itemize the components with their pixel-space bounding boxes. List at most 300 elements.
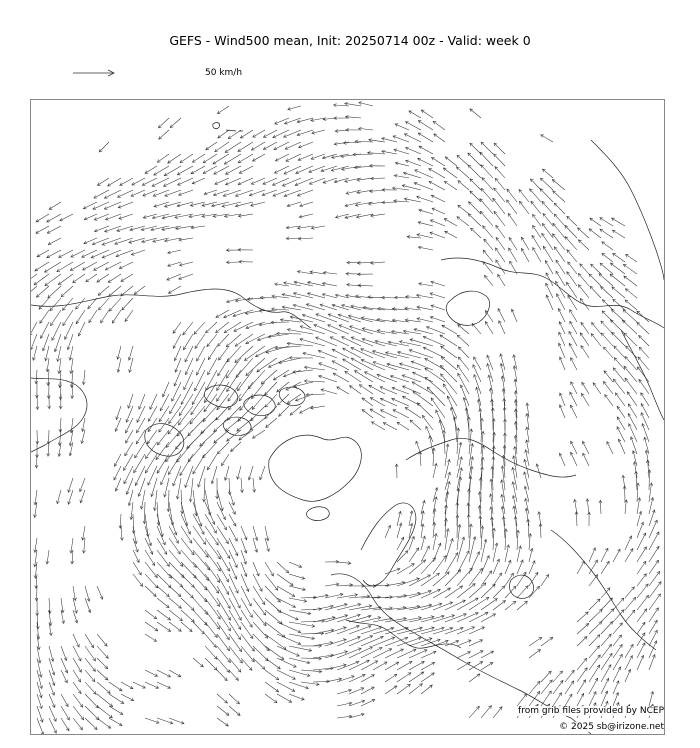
wind-vector-arrow xyxy=(287,343,313,346)
wind-vector-arrow xyxy=(355,371,374,382)
wind-vector-arrow xyxy=(625,587,634,598)
wind-vector-arrow xyxy=(303,353,325,358)
wind-vector-arrow xyxy=(157,154,169,162)
wind-vector-arrow xyxy=(170,118,181,128)
wind-vector-arrow xyxy=(168,490,169,512)
wind-vector-arrow xyxy=(332,361,349,370)
wind-vector-arrow xyxy=(205,502,215,524)
coastline-scandinavia xyxy=(361,503,416,586)
wind-vector-arrow xyxy=(533,214,541,226)
wind-vector-arrow xyxy=(245,310,265,314)
wind-vector-arrow xyxy=(289,610,311,614)
wind-vector-arrow xyxy=(397,661,412,670)
wind-vector-arrow xyxy=(85,718,97,730)
wind-vector-arrow xyxy=(517,601,527,610)
wind-vector-arrow xyxy=(613,693,618,707)
wind-vector-arrow xyxy=(162,214,181,218)
wind-vector-arrow xyxy=(649,594,661,610)
wind-vector-arrow xyxy=(444,181,457,190)
wind-vector-arrow xyxy=(227,346,241,362)
wind-vector-arrow xyxy=(445,444,448,466)
wind-vector-arrow xyxy=(607,442,613,454)
wind-vector-arrow xyxy=(76,298,85,309)
wind-vector-arrow xyxy=(602,300,613,310)
wind-vector-arrowhead xyxy=(394,686,397,689)
wind-vector-arrow xyxy=(433,602,453,610)
wind-vector-arrow xyxy=(482,178,493,190)
wind-vector-arrow xyxy=(43,334,49,351)
wind-vector-arrowhead xyxy=(656,546,659,549)
wind-vector-arrow xyxy=(203,442,218,458)
wind-vector-arrow xyxy=(94,190,109,198)
wind-vector-arrow xyxy=(109,718,122,726)
wind-vector-arrow xyxy=(445,600,465,610)
wind-vector-arrow xyxy=(349,616,371,622)
wind-vector-arrow xyxy=(301,682,319,685)
wind-vector-arrow xyxy=(589,678,598,694)
wind-vector-arrow xyxy=(121,694,134,701)
wind-vector-arrowhead xyxy=(617,406,620,409)
wind-vector-arrow xyxy=(217,562,229,582)
wind-vector-arrow xyxy=(583,453,589,466)
wind-vector-field xyxy=(31,102,661,734)
wind-vector-arrow xyxy=(610,274,625,286)
wind-vector-arrow xyxy=(191,166,205,174)
wind-vector-arrow xyxy=(553,191,565,202)
wind-vector-arrow xyxy=(134,286,145,294)
wind-vector-arrow xyxy=(328,325,349,334)
wind-vector-arrow xyxy=(150,394,157,409)
wind-vector-arrow xyxy=(337,703,352,706)
wind-vector-arrow xyxy=(368,153,385,154)
wind-vector-arrow xyxy=(385,525,390,538)
wind-vector-arrow xyxy=(533,248,541,263)
wind-vector-arrowhead xyxy=(416,548,419,551)
wind-vector-arrow xyxy=(337,648,361,658)
wind-vector-arrow xyxy=(520,201,530,214)
wind-vector-arrow xyxy=(108,178,121,186)
wind-vector-arrow xyxy=(97,634,107,646)
wind-vector-arrow xyxy=(542,201,553,214)
wind-vector-arrow xyxy=(302,315,325,322)
wind-vector-arrow xyxy=(481,418,482,442)
wind-vector-arrow xyxy=(85,682,96,694)
wind-vector-arrow xyxy=(119,214,133,219)
wind-vector-arrow xyxy=(637,595,649,610)
wind-vector-arrow xyxy=(207,334,217,347)
wind-vector-arrowhead xyxy=(443,384,446,387)
wind-vector-arrow xyxy=(629,424,637,442)
wind-vector-arrow xyxy=(517,572,526,586)
wind-vector-arrow xyxy=(241,586,251,606)
wind-vector-arrow xyxy=(560,405,565,418)
coastline-small-isle-1 xyxy=(213,123,220,129)
wind-vector-arrowhead xyxy=(153,639,156,642)
wind-vector-arrow xyxy=(229,598,241,620)
wind-vector-arrowhead xyxy=(496,238,499,241)
wind-vector-arrow xyxy=(637,622,645,634)
wind-vector-arrow xyxy=(601,644,612,658)
wind-vector-arrow xyxy=(589,560,598,574)
wind-vector-arrowhead xyxy=(159,418,162,421)
wind-vector-arrow xyxy=(97,658,108,669)
wind-vector-arrow xyxy=(626,254,637,262)
wind-vector-arrow xyxy=(229,670,239,680)
wind-vector-arrow xyxy=(509,248,517,262)
wind-vector-arrow xyxy=(157,502,159,525)
wind-vector-arrow xyxy=(229,694,240,704)
wind-vector-arrow xyxy=(73,706,84,720)
wind-vector-arrowhead xyxy=(245,358,248,361)
wind-vector-arrow xyxy=(603,381,613,394)
wind-vector-arrow xyxy=(127,478,134,494)
wind-vector-arrow xyxy=(445,614,466,622)
wind-vector-arrow xyxy=(190,478,193,502)
wind-vector-arrow xyxy=(121,526,122,540)
wind-vector-arrow xyxy=(637,311,649,322)
wind-vector-arrowhead xyxy=(619,645,622,648)
wind-vector-arrow xyxy=(217,106,229,114)
wind-vector-arrowhead xyxy=(63,322,66,325)
wind-vector-arrow xyxy=(169,622,181,631)
wind-vector-arrow xyxy=(265,526,268,541)
wind-vector-arrow xyxy=(529,691,540,706)
wind-vector-arrow xyxy=(485,275,494,286)
wind-vector-arrow xyxy=(216,406,229,420)
wind-vector-arrow xyxy=(203,406,217,422)
wind-vector-arrow xyxy=(304,381,325,382)
wind-vector-arrowhead xyxy=(421,110,424,113)
wind-vector-arrow xyxy=(481,165,493,178)
wind-vector-arrow xyxy=(109,682,122,691)
wind-vector-arrow xyxy=(433,534,436,550)
wind-vector-arrowhead xyxy=(432,157,435,160)
wind-vector-arrow xyxy=(141,490,145,509)
wind-vector-arrow xyxy=(377,330,397,334)
wind-vector-arrow xyxy=(361,648,382,659)
wind-vector-arrow xyxy=(589,548,595,562)
wind-vector-arrowhead xyxy=(218,373,221,376)
wind-vector-arrow xyxy=(289,658,310,663)
wind-vector-arrow xyxy=(36,286,49,297)
wind-vector-arrow xyxy=(205,658,217,670)
wind-vector-arrow xyxy=(133,682,145,688)
wind-vector-arrow xyxy=(481,571,492,586)
wind-vector-arrow xyxy=(590,286,601,298)
wind-vector-arrow xyxy=(309,178,325,184)
wind-vector-arrow xyxy=(613,379,625,394)
credit-source: from grib files provided by NCEP xyxy=(518,706,664,716)
wind-vector-arrow xyxy=(145,514,148,537)
wind-vector-arrow xyxy=(406,160,421,166)
wind-vector-arrow xyxy=(72,382,73,398)
wind-vector-arrow xyxy=(316,314,337,322)
wind-vector-arrow xyxy=(409,684,422,694)
wind-vector-arrow xyxy=(457,598,478,610)
wind-vector-arrow xyxy=(509,238,517,251)
wind-vector-arrow xyxy=(169,526,178,543)
wind-vector-arrow xyxy=(331,166,349,171)
wind-vector-arrow xyxy=(289,598,307,601)
wind-vector-arrow xyxy=(637,574,646,586)
wind-vector-arrow xyxy=(637,561,646,574)
wind-vector-arrow xyxy=(387,364,409,370)
wind-vector-arrow xyxy=(517,586,528,598)
wind-vector-arrow xyxy=(457,613,478,622)
wind-vector-arrow xyxy=(377,319,397,322)
wind-vector-arrow xyxy=(613,598,624,610)
wind-vector-arrowhead xyxy=(597,665,600,668)
wind-vector-arrow xyxy=(37,454,38,468)
wind-vector-arrow xyxy=(508,213,517,226)
wind-vector-arrow xyxy=(521,248,529,262)
wind-vector-arrow xyxy=(301,621,325,622)
wind-vector-arrow xyxy=(205,610,220,629)
wind-vector-arrow xyxy=(481,651,494,658)
wind-vector-arrow xyxy=(231,442,241,452)
wind-vector-arrow xyxy=(157,586,169,597)
wind-vector-arrow xyxy=(493,707,502,718)
wind-vector-arrow xyxy=(297,190,313,196)
wind-vector-arrow xyxy=(253,610,266,626)
wind-vector-arrow xyxy=(169,574,183,587)
wind-vector-arrow xyxy=(498,274,505,286)
wind-vector-arrow xyxy=(325,639,346,646)
wind-vector-arrow xyxy=(181,610,194,622)
wind-vector-arrow xyxy=(265,562,274,576)
wind-vector-arrow xyxy=(481,599,497,610)
wind-vector-arrow xyxy=(289,670,310,676)
wind-vector-arrow xyxy=(554,247,565,262)
wind-vector-arrow xyxy=(601,622,613,635)
wind-vector-arrow xyxy=(481,142,493,154)
wind-vector-arrowhead xyxy=(235,343,238,346)
wind-vector-arrow xyxy=(529,534,530,551)
wind-vector-arrowhead xyxy=(549,691,552,694)
wind-vector-arrow xyxy=(493,528,494,550)
wind-vector-arrow xyxy=(180,454,193,476)
wind-vector-arrow xyxy=(625,549,633,563)
wind-vector-arrow xyxy=(385,686,397,694)
wind-vector-arrow xyxy=(447,396,457,418)
wind-vector-arrow xyxy=(60,418,61,432)
wind-vector-arrow xyxy=(289,646,312,651)
wind-vector-arrow xyxy=(565,670,574,682)
wind-vector-arrow xyxy=(121,682,133,689)
wind-vector-arrow xyxy=(642,424,649,442)
wind-vector-arrow xyxy=(470,179,481,190)
wind-vector-arrow xyxy=(350,386,362,394)
wind-vector-arrow xyxy=(615,393,625,406)
wind-vector-arrow xyxy=(311,226,325,228)
wind-vector-arrow xyxy=(418,247,433,250)
wind-vector-arrow xyxy=(570,405,577,418)
wind-vector-arrow xyxy=(97,670,108,680)
wind-vector-arrow xyxy=(556,271,565,286)
wind-vector-arrow xyxy=(181,382,193,404)
wind-vector-arrow xyxy=(61,286,73,297)
wind-vector-arrow xyxy=(228,130,241,139)
wind-vector-arrow xyxy=(277,598,296,607)
wind-vector-arrowhead xyxy=(225,150,228,153)
wind-vector-arrow xyxy=(195,370,206,391)
wind-vector-arrow xyxy=(175,358,181,372)
wind-vector-arrow xyxy=(205,646,217,659)
wind-vector-arrow xyxy=(590,218,601,226)
wind-vector-arrow xyxy=(430,220,445,226)
wind-vector-arrow xyxy=(649,546,659,562)
wind-vector-arrow xyxy=(512,309,517,322)
wind-vector-arrow xyxy=(97,694,113,707)
wind-vector-arrow xyxy=(430,232,445,238)
wind-vector-arrow xyxy=(49,694,55,708)
wind-vector-arrow xyxy=(577,624,589,635)
wind-vector-arrow xyxy=(47,214,61,222)
wind-vector-arrow xyxy=(433,121,445,130)
wind-vector-arrow xyxy=(469,674,480,682)
wind-vector-arrow xyxy=(469,429,471,454)
wind-vector-arrow xyxy=(226,334,241,347)
wind-vector-arrow xyxy=(285,142,301,149)
wind-vector-arrow xyxy=(205,550,220,571)
wind-vector-arrow xyxy=(277,586,295,597)
wind-vector-arrow xyxy=(40,310,49,323)
wind-vector-arrow xyxy=(73,682,81,694)
wind-vector-arrow xyxy=(545,261,553,275)
wind-vector-arrow xyxy=(162,226,181,230)
wind-vector-arrow xyxy=(418,158,433,166)
map-title: GEFS - Wind500 mean, Init: 20250714 00z - Valid: week 0 xyxy=(169,33,531,48)
wind-vector-arrow xyxy=(239,166,253,173)
wind-vector-arrow xyxy=(592,322,601,334)
wind-vector-arrow xyxy=(617,406,625,418)
wind-vector-arrow xyxy=(445,628,463,634)
wind-vector-arrow xyxy=(349,636,373,646)
wind-vector-arrow xyxy=(139,394,145,409)
wind-vector-arrow xyxy=(531,179,542,190)
wind-vector-arrow xyxy=(217,610,231,631)
wind-vector-arrow xyxy=(444,219,457,226)
wind-vector-arrow xyxy=(142,178,157,185)
wind-vector-arrow xyxy=(239,382,253,401)
wind-vector-arrow xyxy=(306,394,325,395)
wind-vector-arrow xyxy=(625,357,637,371)
wind-vector-arrow xyxy=(589,599,600,610)
wind-vector-arrow xyxy=(421,685,432,694)
wind-vector-arrow xyxy=(97,718,111,728)
wind-vector-arrow xyxy=(649,470,650,490)
wind-vector-arrowhead xyxy=(112,320,115,323)
wind-vector-arrow xyxy=(73,718,83,730)
wind-vector-arrow xyxy=(397,628,422,634)
wind-vector-arrow xyxy=(372,422,386,430)
wind-vector-arrow xyxy=(120,178,133,186)
wind-vector-arrow xyxy=(300,326,325,334)
wind-vector-arrow xyxy=(433,448,434,466)
wind-vector-arrow xyxy=(505,560,511,574)
wind-vector-arrow xyxy=(589,622,602,634)
reference-vector-label: 50 km/h xyxy=(205,68,243,78)
wind-vector-arrow xyxy=(337,387,349,394)
wind-vector-arrow xyxy=(109,694,124,704)
wind-vector-arrow xyxy=(553,680,563,694)
wind-vector-arrow xyxy=(290,406,301,415)
wind-vector-arrowhead xyxy=(394,674,397,677)
wind-vector-arrow xyxy=(443,168,457,178)
wind-vector-arrow xyxy=(541,575,549,587)
wind-vector-arrow xyxy=(554,214,565,226)
wind-vector-arrow xyxy=(410,420,421,430)
wind-vector-arrow xyxy=(157,430,169,445)
wind-vector-arrow xyxy=(181,502,187,526)
wind-vector-arrow xyxy=(637,609,647,622)
wind-vector-arrowhead xyxy=(78,679,81,682)
wind-vector-arrow xyxy=(97,682,110,693)
wind-vector-arrow xyxy=(262,190,277,195)
wind-vector-arrow xyxy=(496,225,505,238)
wind-vector-arrow xyxy=(161,466,169,485)
wind-vector-arrow xyxy=(78,322,85,336)
wind-vector-arrow xyxy=(284,370,302,377)
wind-vector-arrow xyxy=(48,238,61,245)
wind-vector-arrow xyxy=(589,635,600,646)
wind-vector-arrow xyxy=(385,638,408,647)
wind-vector-arrow xyxy=(277,670,295,679)
wind-vector-arrow xyxy=(649,630,657,646)
wind-vector-arrow xyxy=(432,157,446,166)
wind-vector-arrow xyxy=(397,618,421,623)
wind-vector-arrow xyxy=(589,609,602,622)
wind-vector-arrow xyxy=(258,334,278,340)
wind-vector-arrow xyxy=(571,382,577,394)
wind-vector-arrow xyxy=(192,154,205,162)
wind-vector-arrow xyxy=(250,418,265,430)
wind-vector-arrow xyxy=(349,660,369,670)
wind-map-panel xyxy=(30,99,665,735)
wind-vector-arrow xyxy=(649,608,658,622)
wind-vector-arrow xyxy=(507,200,517,214)
wind-vector-arrowhead xyxy=(215,542,218,545)
wind-vector-arrowhead xyxy=(490,662,493,665)
wind-vector-arrow xyxy=(251,178,265,184)
wind-vector-arrow xyxy=(410,339,433,346)
wind-vector-arrow xyxy=(241,658,252,670)
wind-vector-arrowhead xyxy=(566,282,569,285)
wind-vector-arrow xyxy=(393,410,409,418)
wind-vector-arrow xyxy=(429,169,445,179)
wind-vector-arrow xyxy=(622,320,637,334)
wind-vector-arrow xyxy=(227,370,241,392)
wind-vector-arrowhead xyxy=(173,330,176,333)
wind-vector-arrow xyxy=(565,694,572,706)
wind-vector-arrow xyxy=(637,483,638,502)
wind-vector-arrow xyxy=(252,394,265,409)
wind-vector-arrow xyxy=(602,242,613,250)
wind-vector-arrow xyxy=(256,346,278,357)
wind-vector-arrow xyxy=(469,568,482,586)
wind-vector-arrow xyxy=(181,574,194,587)
wind-vector-arrow xyxy=(197,346,205,361)
wind-vector-arrowhead xyxy=(119,688,122,691)
wind-vector-arrow xyxy=(180,154,193,163)
wind-vector-arrow xyxy=(578,240,589,250)
wind-vector-arrowhead xyxy=(189,540,192,543)
wind-vector-arrow xyxy=(157,610,171,620)
wind-vector-arrow xyxy=(178,178,193,185)
wind-vector-arrow xyxy=(328,314,349,322)
wind-vector-arrow xyxy=(481,662,493,670)
wind-vector-arrow xyxy=(183,334,193,350)
